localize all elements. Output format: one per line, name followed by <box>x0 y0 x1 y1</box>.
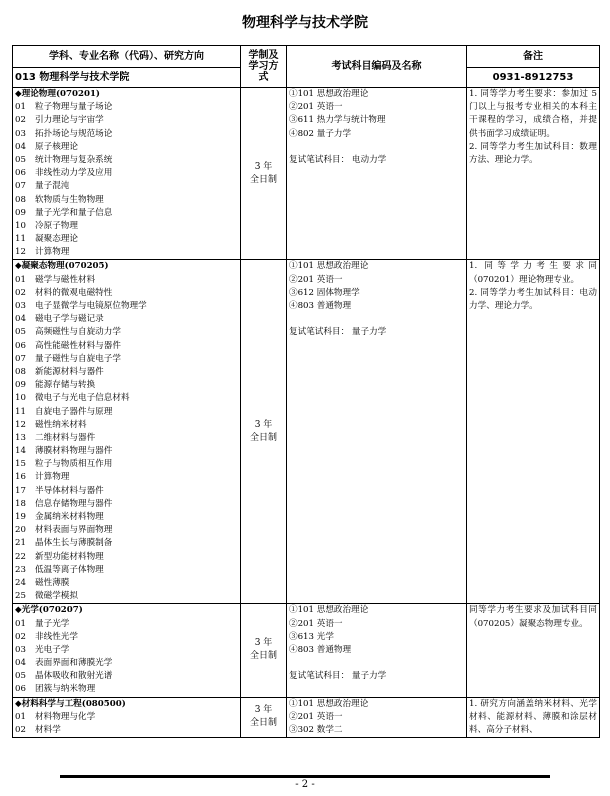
program-mode: 3 年 全日制 <box>241 604 287 697</box>
direction-item: 07 量子混沌 <box>15 181 70 192</box>
direction-item: 08 软物质与生物物理 <box>15 194 104 205</box>
direction-item: 16 计算物理 <box>15 472 70 483</box>
retest-subject: 复试笔试科目： 电动力学 <box>289 154 387 165</box>
direction-item: 21 晶体生长与薄膜制备 <box>15 538 113 549</box>
direction-item: 04 表面界面和薄膜光学 <box>15 658 113 669</box>
direction-item: 12 磁性纳米材料 <box>15 419 87 430</box>
header-notes: 备注 <box>467 46 600 68</box>
direction-item: 01 粒子物理与量子场论 <box>15 102 113 113</box>
program-row <box>13 260 600 604</box>
program-notes: 1. 同等学力考生要求：参加过 5 门以上与报考专业相关的本科主干课程的学习，成绩合格，并提供书面学习成绩证明。 2. 同等学力考生加试科目：数理方法、理论力学。 <box>467 88 600 260</box>
page-number: - 2 - <box>295 779 315 790</box>
direction-item: 03 拓扑场论与规范场论 <box>15 128 113 139</box>
program-notes: 同等学力考生要求及加试科目同（070205）凝聚态物理专业。 <box>467 604 600 697</box>
direction-item: 25 微磁学模拟 <box>15 591 78 602</box>
school-name: 013 物理科学与技术学院 <box>13 68 241 88</box>
direction-item: 04 原子核理论 <box>15 141 78 152</box>
direction-item: 03 光电子学 <box>15 644 70 655</box>
direction-item: 20 材料表面与界面物理 <box>15 525 113 536</box>
page-title: 物理科学与技术学院 <box>242 15 368 31</box>
program-subjects: ①101 思想政治理论 ②201 英语一 ③612 固体物理学 ④803 普通物理 复试笔试科目： 量子力学 <box>287 260 467 604</box>
direction-item: 05 统计物理与复杂系统 <box>15 154 113 165</box>
direction-item: 17 半导体材料与器件 <box>15 485 104 496</box>
direction-item: 11 自旋电子器件与原理 <box>15 406 113 417</box>
direction-item: 03 电子显微学与电镜原位物理学 <box>15 301 147 311</box>
direction-item: 01 量子光学 <box>15 618 70 629</box>
header-major: 学科、专业名称（代码）、研究方向 <box>13 46 241 68</box>
program-notes: 1. 同等学力考生要求同（070201）理论物理专业。 2. 同等学力考生加试科目：电动力学、理论力学。 <box>467 260 600 604</box>
program-subjects: ①101 思想政治理论 ②201 英语一 ③613 光学 ④803 普通物理 复试笔试科目： 量子力学 <box>287 604 467 697</box>
direction-item: 10 冷原子物理 <box>15 220 78 231</box>
direction-item: 22 新型功能材料物理 <box>15 551 104 562</box>
program-row <box>13 604 600 697</box>
direction-item: 15 粒子与物质相互作用 <box>15 459 113 470</box>
direction-item: 02 材料学 <box>15 725 61 735</box>
direction-item: 11 凝聚态理论 <box>15 234 78 245</box>
program-directions <box>13 260 241 604</box>
program-subjects: ①101 思想政治理论 ②201 英语一 ③611 热力学与统计物理 ④802 量子力学 复试笔试科目： 电动力学 <box>287 88 467 260</box>
direction-item: 09 量子光学和量子信息 <box>15 207 113 218</box>
program-name: ◆光学(070207) <box>15 605 83 616</box>
program-row <box>13 88 600 260</box>
program-mode: 3 年 全日制 <box>241 260 287 604</box>
direction-item: 10 微电子与光电子信息材料 <box>15 393 130 404</box>
direction-item: 02 引力理论与宇宙学 <box>15 115 104 126</box>
footer-rule <box>60 775 550 778</box>
program-directions <box>13 604 241 697</box>
direction-item: 23 低温等离子体物理 <box>15 564 104 575</box>
program-mode: 3 年 全日制 <box>241 88 287 260</box>
school-phone: 0931-8912753 <box>467 68 600 88</box>
program-row <box>13 697 600 738</box>
direction-item: 02 非线性光学 <box>15 631 78 642</box>
retest-subject: 复试笔试科目： 量子力学 <box>289 327 387 338</box>
direction-item: 12 计算物理 <box>15 247 70 258</box>
program-name: ◆材料科学与工程(080500) <box>15 698 126 709</box>
retest-subject: 复试笔试科目： 量子力学 <box>289 671 387 682</box>
direction-item: 01 材料物理与化学 <box>15 711 96 722</box>
admission-table <box>12 45 600 738</box>
direction-item: 18 信息存储物理与器件 <box>15 498 113 509</box>
direction-item: 08 新能源材料与器件 <box>15 366 104 377</box>
direction-item: 14 薄膜材料物理与器件 <box>15 446 113 457</box>
program-subjects: ①101 思想政治理论 ②201 英语一 ③302 数学二 <box>287 697 467 738</box>
header-duration: 学制及 学习方 式 <box>241 46 287 88</box>
program-name: ◆凝聚态物理(070205) <box>15 261 109 272</box>
direction-item: 24 磁性薄膜 <box>15 577 70 588</box>
program-name: ◆理论物理(070201) <box>15 89 100 99</box>
program-directions <box>13 88 241 260</box>
direction-item: 19 金属纳米材料物理 <box>15 512 104 522</box>
direction-item: 05 高频磁性与自旋动力学 <box>15 327 121 338</box>
direction-item: 07 量子磁性与自旋电子学 <box>15 353 121 364</box>
direction-item: 06 高性能磁性材料与器件 <box>15 340 121 351</box>
program-directions <box>13 697 241 738</box>
program-mode: 3 年 全日制 <box>241 697 287 738</box>
direction-item: 05 晶体吸收和散射光谱 <box>15 671 113 682</box>
direction-item: 01 磁学与磁性材料 <box>15 274 96 285</box>
direction-item: 06 非线性动力学及应用 <box>15 168 113 179</box>
direction-item: 09 能源存储与转换 <box>15 380 96 391</box>
direction-item: 04 磁电子学与磁记录 <box>15 314 104 325</box>
program-notes: 1. 研究方向涵盖纳米材料、光学材料、能源材料、薄膜和涂层材料、高分子材料、 <box>467 697 600 738</box>
direction-item: 02 材料的微观电磁特性 <box>15 287 113 298</box>
direction-item: 06 团簇与纳米物理 <box>15 684 96 695</box>
direction-item: 13 二维材料与器件 <box>15 432 96 443</box>
header-exam-subjects: 考试科目编码及名称 <box>287 46 467 88</box>
